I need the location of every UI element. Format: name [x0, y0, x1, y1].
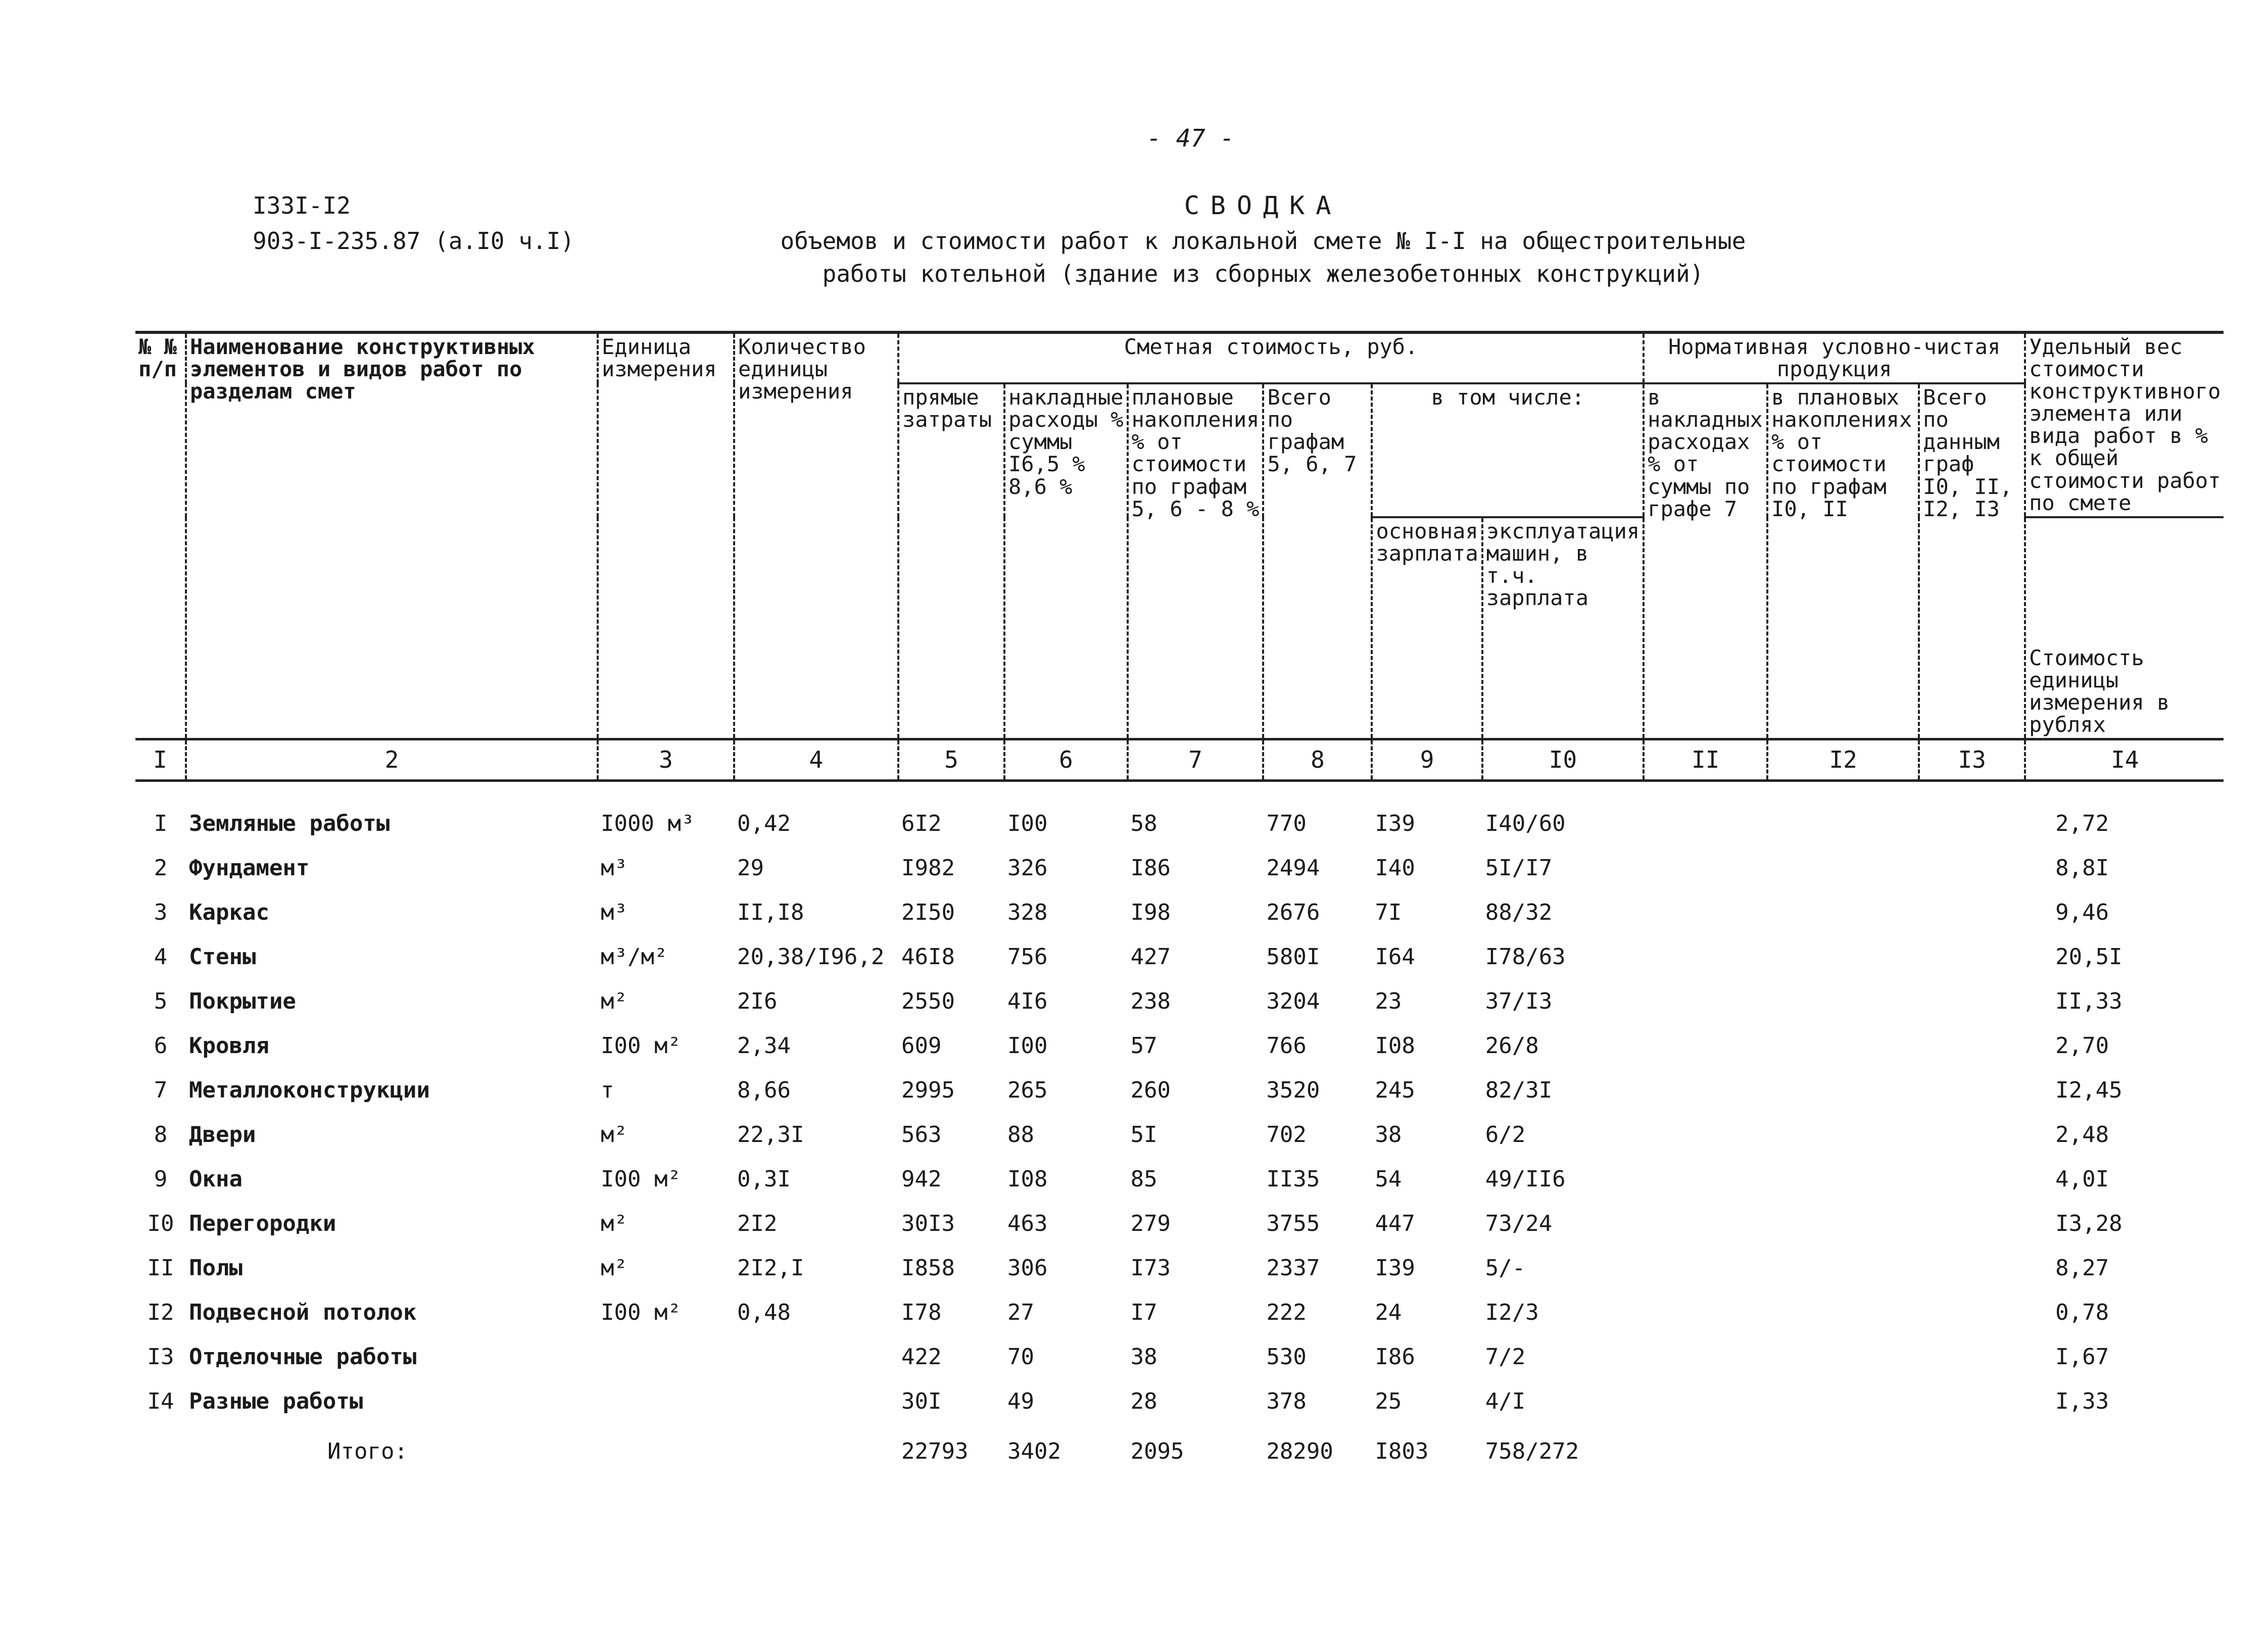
cell-c9: I40	[1375, 855, 1415, 881]
summary-table	[135, 331, 2224, 1480]
total-row	[135, 1424, 2224, 1480]
table-row	[135, 1202, 2224, 1247]
cell-c14: I2,45	[2055, 1077, 2122, 1104]
cell-c5: 2550	[901, 988, 955, 1015]
cell-c8: II35	[1266, 1166, 1320, 1192]
header-normative: Нормативная условно-чистая продукция	[1644, 332, 2025, 383]
header-qty: Количество единицы измерения	[734, 332, 898, 739]
column-number-row	[135, 739, 2224, 780]
header-planned: плановые накопления % от стоимости по графам 5, 6 - 8 %	[1128, 383, 1264, 739]
column-number: 9	[1372, 739, 1482, 780]
cell-empty	[1767, 802, 1919, 847]
cell-c8: 702	[1266, 1122, 1307, 1148]
cell-c9: 447	[1375, 1211, 1415, 1237]
cell-n: 2	[154, 855, 168, 881]
cell-c7: 5I	[1130, 1122, 1157, 1148]
cell-empty	[1767, 847, 1919, 891]
cell-empty	[1644, 1202, 1767, 1247]
cell-c5: 609	[901, 1033, 942, 1059]
cell-name: Фундамент	[189, 855, 310, 881]
cell-c6: 463	[1007, 1211, 1048, 1237]
cell-name: Двери	[189, 1122, 256, 1148]
cell-c10: I78/63	[1485, 944, 1566, 970]
cell-c6: 49	[1007, 1388, 1034, 1415]
column-number: 4	[734, 739, 898, 780]
header-wages: основная зарплата	[1372, 517, 1482, 739]
cell-c8: 2676	[1266, 900, 1320, 926]
cell-qty: 22,3I	[737, 1122, 804, 1148]
cell-unit: I00 м²	[601, 1166, 681, 1192]
cell-c5: I858	[901, 1255, 955, 1281]
cell-empty	[1644, 1247, 1767, 1291]
cell-c7: 38	[1130, 1344, 1157, 1370]
cell-c6: 756	[1007, 944, 1048, 970]
cell-empty	[1767, 1202, 1919, 1247]
cell-c5: 30I	[901, 1388, 942, 1415]
cell-empty	[1919, 891, 2025, 935]
cell-empty	[1644, 1113, 1767, 1158]
cell-c7: 260	[1130, 1077, 1171, 1104]
cell-c5: 30I3	[901, 1211, 955, 1237]
cell-n: I2	[147, 1300, 174, 1326]
cell-qty: 0,48	[737, 1300, 791, 1326]
cell-name: Стены	[189, 944, 256, 970]
cell-n: I3	[147, 1344, 174, 1370]
cell-name: Окна	[189, 1166, 243, 1192]
table-row	[135, 1113, 2224, 1158]
cell-n: 5	[154, 988, 168, 1015]
cell-n: 6	[154, 1033, 168, 1059]
cell-c9: 25	[1375, 1388, 1402, 1415]
column-number: 7	[1128, 739, 1264, 780]
cell-c10: 7/2	[1485, 1344, 1526, 1370]
cell-empty	[1644, 935, 1767, 980]
cell-qty: 20,38/I96,2	[737, 944, 885, 970]
cell-n: 8	[154, 1122, 168, 1148]
total-c8: 28290	[1266, 1438, 1333, 1465]
cell-c10: 73/24	[1485, 1211, 1553, 1237]
cell-qty: 2I6	[737, 988, 778, 1015]
cell-c9: I39	[1375, 1255, 1415, 1281]
table-row	[135, 1335, 2224, 1380]
cell-name: Кровля	[189, 1033, 269, 1059]
cell-c6: 70	[1007, 1344, 1034, 1370]
cell-c14: 4,0I	[2055, 1166, 2109, 1192]
cell-c8: 222	[1266, 1300, 1307, 1326]
column-number: 3	[598, 739, 734, 780]
doc-code-1: I33I-I2	[253, 192, 351, 219]
header-overhead: накладные расходы % суммы I6,5 % 8,6 %	[1004, 383, 1128, 739]
cell-c6: 4I6	[1007, 988, 1048, 1015]
table-row	[135, 802, 2224, 847]
total-c6: 3402	[1007, 1438, 1061, 1465]
total-c10: 758/272	[1485, 1438, 1579, 1465]
cell-empty	[1919, 1380, 2025, 1424]
cell-c10: 82/3I	[1485, 1077, 1553, 1104]
column-number: I4	[2025, 739, 2224, 780]
cell-empty	[1767, 935, 1919, 980]
cell-name: Отделочные работы	[189, 1344, 417, 1370]
cell-c14: II,33	[2055, 988, 2122, 1015]
cell-empty	[1919, 1335, 2025, 1380]
cell-c6: I00	[1007, 1033, 1048, 1059]
total-c9: I803	[1375, 1438, 1429, 1465]
cell-empty	[1644, 1335, 1767, 1380]
cell-c5: 46I8	[901, 944, 955, 970]
header-name: Наименование конструктивных элементов и видов работ по разделам смет	[186, 332, 598, 739]
header-norm-planned: в плановых накоплениях % от стоимости по графам I0, II	[1767, 383, 1919, 739]
table-row	[135, 1247, 2224, 1291]
cell-n: I0	[147, 1211, 174, 1237]
column-number: 2	[186, 739, 598, 780]
cell-empty	[1644, 1024, 1767, 1069]
cell-qty: 29	[737, 855, 764, 881]
cell-unit: т	[601, 1077, 614, 1104]
cell-c7: 427	[1130, 944, 1171, 970]
cell-empty	[1767, 980, 1919, 1024]
cell-c7: 57	[1130, 1033, 1157, 1059]
cell-c14: I,33	[2055, 1388, 2109, 1415]
cell-c10: I2/3	[1485, 1300, 1539, 1326]
cell-c8: 378	[1266, 1388, 1307, 1415]
cell-c5: 2I50	[901, 900, 955, 926]
table-row	[135, 935, 2224, 980]
cell-unit: м²	[601, 1255, 628, 1281]
cell-empty	[1767, 891, 1919, 935]
cell-c10: 4/I	[1485, 1388, 1526, 1415]
header-estimate: Сметная стоимость, руб.	[898, 332, 1644, 383]
cell-c7: I7	[1130, 1300, 1157, 1326]
cell-empty	[1919, 1291, 2025, 1335]
column-number: 6	[1004, 739, 1128, 780]
cell-empty	[1767, 1113, 1919, 1158]
header-machines: эксплуатация машин, в т.ч. зарплата	[1482, 517, 1644, 739]
column-number: I0	[1482, 739, 1644, 780]
cell-c9: 38	[1375, 1122, 1402, 1148]
column-number: II	[1644, 739, 1767, 780]
cell-unit: I000 м³	[601, 811, 695, 837]
cell-c6: 326	[1007, 855, 1048, 881]
table-row	[135, 1024, 2224, 1069]
total-empty	[1644, 1424, 2224, 1480]
cell-c5: I982	[901, 855, 955, 881]
cell-empty	[1919, 1113, 2025, 1158]
cell-c10: 49/II6	[1485, 1166, 1566, 1192]
cell-name: Каркас	[189, 900, 269, 926]
cell-c9: 23	[1375, 988, 1402, 1015]
cell-unit: м²	[601, 1122, 628, 1148]
cell-c6: 88	[1007, 1122, 1034, 1148]
header-unit: Единица измерения	[598, 332, 734, 739]
total-label: Итого:	[327, 1438, 408, 1465]
cell-unit: м³/м²	[601, 944, 668, 970]
cell-empty	[1767, 1380, 1919, 1424]
cell-c14: 8,8I	[2055, 855, 2109, 881]
cell-n: II	[147, 1255, 174, 1281]
header-num: № № п/п	[135, 332, 186, 739]
table-row	[135, 980, 2224, 1024]
table-row	[135, 847, 2224, 891]
cell-c6: 27	[1007, 1300, 1034, 1326]
cell-c8: 2337	[1266, 1255, 1320, 1281]
cell-name: Разные работы	[189, 1388, 363, 1415]
cell-c10: 88/32	[1485, 900, 1553, 926]
cell-empty	[1644, 847, 1767, 891]
doc-title: СВОДКА	[1184, 191, 1342, 220]
cell-qty	[734, 1380, 898, 1424]
table-body	[135, 780, 2224, 1480]
cell-c14: 20,5I	[2055, 944, 2122, 970]
cell-empty	[1919, 802, 2025, 847]
cell-empty	[1644, 1380, 1767, 1424]
cell-empty	[1919, 1069, 2025, 1113]
cell-empty	[1919, 1024, 2025, 1069]
cell-n: 3	[154, 900, 168, 926]
table-row	[135, 1158, 2224, 1202]
cell-c8: 766	[1266, 1033, 1307, 1059]
cell-qty: 2I2	[737, 1211, 778, 1237]
cell-c7: I73	[1130, 1255, 1171, 1281]
cell-qty: II,I8	[737, 900, 804, 926]
cell-empty	[1644, 1291, 1767, 1335]
cell-empty	[1644, 891, 1767, 935]
header-norm-total: Всего по данным граф I0, II, I2, I3	[1919, 383, 2025, 739]
cell-c10: I40/60	[1485, 811, 1566, 837]
cell-unit: I00 м²	[601, 1033, 681, 1059]
cell-c9: 7I	[1375, 900, 1402, 926]
cell-c10: 37/I3	[1485, 988, 1553, 1015]
cell-c5: 2995	[901, 1077, 955, 1104]
cell-c14: 0,78	[2055, 1300, 2109, 1326]
doc-code-2: 903-I-235.87 (а.I0 ч.I)	[253, 227, 574, 255]
cell-c8: 3520	[1266, 1077, 1320, 1104]
cell-c7: 85	[1130, 1166, 1157, 1192]
cell-unit: м³	[601, 855, 628, 881]
cell-c5: I78	[901, 1300, 942, 1326]
cell-empty	[1767, 1335, 1919, 1380]
cell-c7: I86	[1130, 855, 1171, 881]
cell-name: Подвесной потолок	[189, 1300, 417, 1326]
total-c5: 22793	[901, 1438, 969, 1465]
cell-empty	[1767, 1291, 1919, 1335]
cell-n: 7	[154, 1077, 168, 1104]
cell-c8: 580I	[1266, 944, 1320, 970]
cell-n: 4	[154, 944, 168, 970]
cell-name: Металлоконструкции	[189, 1077, 430, 1104]
cell-c14: I3,28	[2055, 1211, 2122, 1237]
column-number: I3	[1919, 739, 2025, 780]
cell-empty	[1919, 1202, 2025, 1247]
cell-c6: 306	[1007, 1255, 1048, 1281]
cell-c10: 26/8	[1485, 1033, 1539, 1059]
cell-c14: 2,70	[2055, 1033, 2109, 1059]
cell-c5: 942	[901, 1166, 942, 1192]
cell-n: I4	[147, 1388, 174, 1415]
cell-c9: I08	[1375, 1033, 1415, 1059]
cell-c6: I00	[1007, 811, 1048, 837]
header-total: Всего по графам 5, 6, 7	[1263, 383, 1372, 739]
cell-empty	[1644, 980, 1767, 1024]
doc-subtitle-2: работы котельной (здание из сборных железобетонных конструкций)	[822, 260, 1704, 287]
header-unit-cost: Стоимость единицы измерения в рублях	[2025, 517, 2224, 739]
cell-empty	[1919, 1247, 2025, 1291]
cell-empty	[1919, 847, 2025, 891]
cell-c10: 5/-	[1485, 1255, 1526, 1281]
cell-qty	[734, 1335, 898, 1380]
cell-qty: 2,34	[737, 1033, 791, 1059]
cell-empty	[1767, 1069, 1919, 1113]
cell-unit: м²	[601, 988, 628, 1015]
cell-empty	[1919, 1158, 2025, 1202]
cell-c7: 279	[1130, 1211, 1171, 1237]
cell-unit: м³	[601, 900, 628, 926]
cell-c14: 9,46	[2055, 900, 2109, 926]
cell-c8: 3755	[1266, 1211, 1320, 1237]
cell-c14: 8,27	[2055, 1255, 2109, 1281]
table-row	[135, 1380, 2224, 1424]
cell-unit	[598, 1380, 734, 1424]
cell-unit: м²	[601, 1211, 628, 1237]
doc-subtitle-1: объемов и стоимости работ к локальной смете № I-I на общестроительные	[780, 227, 1746, 255]
column-number: I2	[1767, 739, 1919, 780]
table-row	[135, 891, 2224, 935]
cell-empty	[1644, 1158, 1767, 1202]
cell-c14: I,67	[2055, 1344, 2109, 1370]
total-c7: 2095	[1130, 1438, 1184, 1465]
cell-c9: 24	[1375, 1300, 1402, 1326]
cell-empty	[1644, 802, 1767, 847]
column-number: I	[135, 739, 186, 780]
cell-name: Земляные работы	[189, 811, 390, 837]
cell-c5: 6I2	[901, 811, 942, 837]
cell-c7: 238	[1130, 988, 1171, 1015]
cell-name: Перегородки	[189, 1211, 336, 1237]
cell-n: I	[154, 811, 168, 837]
cell-c5: 563	[901, 1122, 942, 1148]
cell-c7: I98	[1130, 900, 1171, 926]
header-share: Удельный вес стоимости конструктивного элемента или вида работ в % к общей стоимости работ по смете	[2025, 332, 2224, 517]
cell-c7: 58	[1130, 811, 1157, 837]
cell-qty: 8,66	[737, 1077, 791, 1104]
cell-c8: 770	[1266, 811, 1307, 837]
cell-c6: I08	[1007, 1166, 1048, 1192]
page-number: - 47 -	[1147, 124, 1235, 153]
cell-c7: 28	[1130, 1388, 1157, 1415]
cell-c9: 245	[1375, 1077, 1415, 1104]
table-row	[135, 1291, 2224, 1335]
cell-unit: I00 м²	[601, 1300, 681, 1326]
cell-empty	[1919, 935, 2025, 980]
header-incl: в том числе:	[1372, 383, 1644, 517]
cell-c14: 2,72	[2055, 811, 2109, 837]
cell-c8: 2494	[1266, 855, 1320, 881]
cell-c10: 6/2	[1485, 1122, 1526, 1148]
cell-c9: I64	[1375, 944, 1415, 970]
column-number: 8	[1263, 739, 1372, 780]
cell-name: Покрытие	[189, 988, 296, 1015]
cell-empty	[1644, 1069, 1767, 1113]
cell-c10: 5I/I7	[1485, 855, 1553, 881]
cell-c9: I39	[1375, 811, 1415, 837]
cell-n: 9	[154, 1166, 168, 1192]
column-number: 5	[898, 739, 1004, 780]
header-direct: прямые затраты	[898, 383, 1004, 739]
cell-c9: I86	[1375, 1344, 1415, 1370]
cell-c5: 422	[901, 1344, 942, 1370]
cell-c9: 54	[1375, 1166, 1402, 1192]
cell-c14: 2,48	[2055, 1122, 2109, 1148]
cell-empty	[1919, 980, 2025, 1024]
cell-empty	[1767, 1024, 1919, 1069]
cell-c6: 265	[1007, 1077, 1048, 1104]
cell-c8: 3204	[1266, 988, 1320, 1015]
cell-empty	[1767, 1247, 1919, 1291]
cell-qty: 0,42	[737, 811, 791, 837]
cell-qty: 0,3I	[737, 1166, 791, 1192]
table-row	[135, 1069, 2224, 1113]
cell-unit	[598, 1335, 734, 1380]
cell-c8: 530	[1266, 1344, 1307, 1370]
cell-empty	[1767, 1158, 1919, 1202]
cell-name: Полы	[189, 1255, 243, 1281]
cell-qty: 2I2,I	[737, 1255, 804, 1281]
header-norm-overhead: в накладных расходах % от суммы по графе 7	[1644, 383, 1767, 739]
cell-c6: 328	[1007, 900, 1048, 926]
